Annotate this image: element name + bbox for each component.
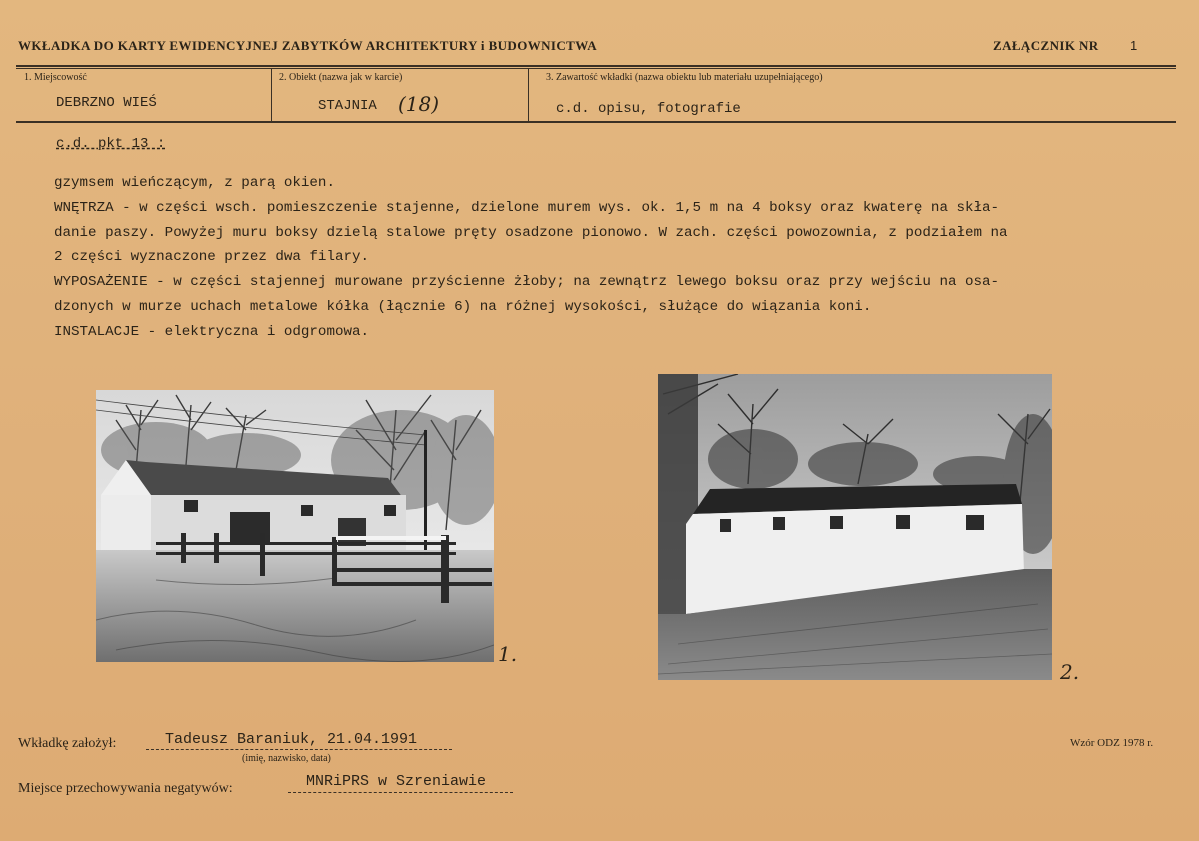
section-heading: c.d. pkt 13 : — [56, 136, 166, 152]
description-line: WNĘTRZA - w części wsch. pomieszczenie stajenne, dzielone murem wys. ok. 1,5 m na 4 boksy oraz kwaterę na skła- — [54, 199, 1000, 216]
field-divider-2 — [528, 69, 529, 121]
card-title: WKŁADKA DO KARTY EWIDENCYJNEJ ZABYTKÓW ARCHITEKTURY i BUDOWNICTWA — [18, 38, 597, 53]
locality-label: 1. Miejscowość — [24, 72, 87, 83]
storage-label: Miejsce przechowywania negatywów: — [18, 781, 233, 796]
object-number: (18) — [398, 92, 440, 116]
description-line: 2 części wyznaczone przez dwa filary. — [54, 249, 370, 266]
object-label: 2. Obiekt (nazwa jak w karcie) — [279, 72, 403, 83]
author-value: Tadeusz Baraniuk, 21.04.1991 — [165, 731, 418, 748]
author-line — [146, 749, 452, 750]
content-label: 3. Zawartość wkładki (nazwa obiektu lub materiału uzupełniającego) — [546, 72, 823, 83]
locality-value: DEBRZNO WIEŚ — [56, 95, 157, 111]
description-line: dzonych w murze uchach metalowe kółka (łącznie 6) na różnej wysokości, służące do wiązania koni. — [54, 298, 872, 315]
photo-2 — [658, 374, 1052, 680]
header-rule-bottom — [16, 121, 1176, 123]
header-rule-top — [16, 65, 1176, 67]
photo-2-number: 2. — [1060, 660, 1080, 684]
author-label: Wkładkę założył: — [18, 736, 117, 751]
content-value: c.d. opisu, fotografie — [556, 101, 741, 117]
header-rule-top-2 — [16, 68, 1176, 69]
storage-line — [288, 792, 513, 793]
photo-1 — [96, 390, 494, 662]
description-line: WYPOSAŻENIE - w części stajennej murowane przyścienne żłoby; na zewnątrz lewego boksu oraz przy wejściu na osa- — [54, 274, 1000, 291]
author-hint: (imię, nazwisko, data) — [242, 753, 331, 764]
description-line: INSTALACJE - elektryczna i odgromowa. — [54, 323, 370, 340]
photo-1-number: 1. — [498, 642, 518, 666]
object-value: STAJNIA — [318, 98, 377, 114]
form-code: Wzór ODZ 1978 r. — [1070, 737, 1154, 749]
storage-value: MNRiPRS w Szreniawie — [306, 773, 487, 790]
field-divider-1 — [271, 69, 272, 121]
description-line: gzymsem wieńczącym, z parą okien. — [54, 175, 335, 191]
annex-number: 1 — [1130, 38, 1138, 53]
description-line: danie paszy. Powyżej muru boksy dzielą stalowe pręty osadzone pionowo. W zach. części powozownia, z podziałem na — [54, 224, 1008, 241]
annex-label: ZAŁĄCZNIK NR — [993, 38, 1099, 53]
description-text — [54, 171, 1194, 345]
